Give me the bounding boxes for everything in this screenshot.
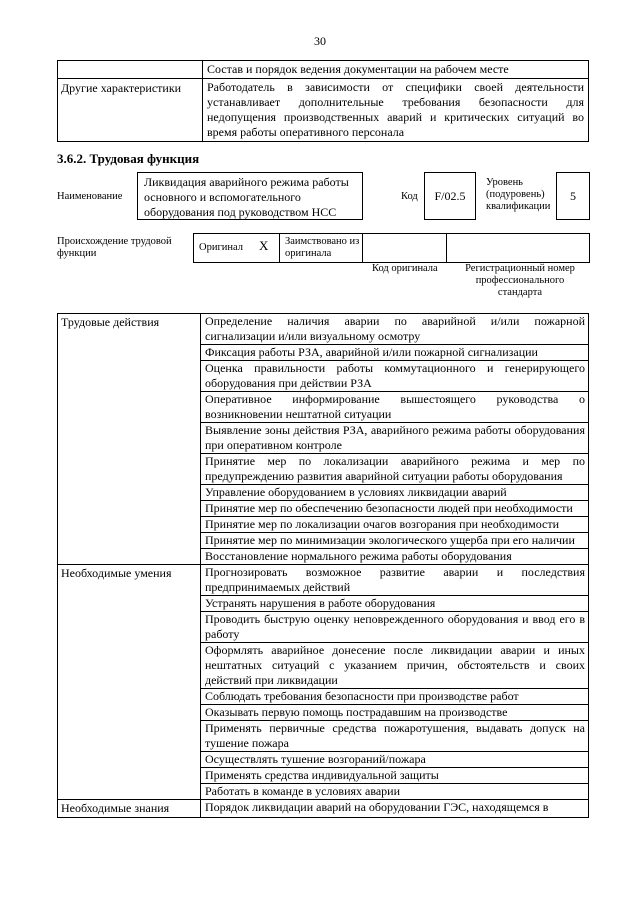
list-item: Проводить быструю оценку неповрежденного оборудования и ввод его в работу: [201, 612, 589, 643]
origin-divider: [446, 233, 447, 263]
level-label: Уровень (подуровень) квалификации: [486, 177, 551, 212]
main-table: [57, 313, 589, 818]
table-cell: Состав и порядок ведения документации на рабочем месте: [203, 61, 589, 79]
origin-box: [193, 233, 590, 263]
list-item: Оформлять аварийное донесение после ликвидации аварии и иных нештатных ситуаций с указанием причин, обстоятельств и своих действий при ликвидации: [201, 643, 589, 689]
code-value: F/02.5: [434, 189, 466, 203]
code-box: [424, 172, 476, 220]
list-item: Определение наличия аварии по аварийной и/или пожарной сигнализации и/или визуальному осмотру: [201, 314, 589, 345]
original-mark: X: [259, 238, 269, 253]
required-skills-section: [58, 565, 589, 800]
list-item: Выявление зоны действия РЗА, аварийного режима работы оборудования при оперативном контроле: [201, 423, 589, 454]
other-characteristics-label: Другие характеристики: [58, 79, 203, 142]
borrowed-label: Заимствовано из оригинала: [285, 236, 360, 259]
code-label: Код: [401, 191, 418, 202]
list-item: Прогнозировать возможное развитие аварии и последствия предпринимаемых действий: [201, 565, 589, 596]
list-item: Оценка правильности работы коммутационного и генерирующего оборудования при действии РЗА: [201, 361, 589, 392]
list-item: Оперативное информирование вышестоящего руководства о возникновении нештатной ситуации: [201, 392, 589, 423]
list-item: Порядок ликвидации аварий на оборудовании ГЭС, находящемся в: [201, 800, 589, 818]
list-item: Применять средства индивидуальной защиты: [201, 768, 589, 784]
list-item: Управление оборудованием в условиях ликвидации аварий: [201, 485, 589, 501]
function-name-box: [137, 172, 363, 220]
list-item: Оказывать первую помощь пострадавшим на производстве: [201, 705, 589, 721]
section-heading: 3.6.2. Трудовая функция: [57, 151, 200, 166]
other-characteristics-text: Работодатель в зависимости от специфики своей деятельности устанавливает дополнительные требования безопасности для недопущения производственных аварий и критических ситуаций во время работы оперативного персонала: [203, 79, 589, 142]
list-item: Фиксация работы РЗА, аварийной и/или пожарной сигнализации: [201, 345, 589, 361]
origin-divider: [362, 233, 363, 263]
empty-label-cell: [58, 61, 203, 79]
original-label: Оригинал: [199, 242, 243, 253]
labor-actions-label: Трудовые действия: [58, 314, 201, 565]
list-item: Принятие мер по обеспечению безопасности людей при необходимости: [201, 501, 589, 517]
table-row: [58, 79, 589, 142]
level-box: [556, 172, 590, 220]
top-table: [57, 60, 589, 142]
page-number: 30: [314, 34, 326, 48]
level-value: 5: [570, 189, 576, 203]
list-item: Применять первичные средства пожаротушения, выдавать допуск на тушение пожара: [201, 721, 589, 752]
list-item: Принятие мер по минимизации экологического ущерба при его наличии: [201, 533, 589, 549]
list-item: Осуществлять тушение возгораний/пожара: [201, 752, 589, 768]
list-item: Работать в команде в условиях аварии: [201, 784, 589, 800]
registration-number-caption: Регистрационный номер профессионального стандарта: [465, 263, 575, 298]
required-knowledge-section: [58, 800, 589, 818]
required-knowledge-label: Необходимые знания: [58, 800, 201, 818]
required-skills-label: Необходимые умения: [58, 565, 201, 800]
list-item: Принятие мер по локализации аварийного режима и мер по предупреждению развития аварийной ситуации работы оборудования: [201, 454, 589, 485]
table-row: [58, 800, 589, 818]
function-name: Ликвидация аварийного режима работы основного и вспомогательного оборудования под руководством НСС: [144, 175, 349, 219]
table-row: [58, 314, 589, 345]
original-code-caption: Код оригинала: [372, 263, 438, 274]
list-item: Восстановление нормального режима работы оборудования: [201, 549, 589, 565]
list-item: Устранять нарушения в работе оборудования: [201, 596, 589, 612]
origin-divider: [279, 233, 280, 263]
origin-label: Происхождение трудовой функции: [57, 236, 172, 259]
table-row: [58, 61, 589, 79]
labor-actions-section: [58, 314, 589, 565]
table-row: [58, 565, 589, 596]
list-item: Соблюдать требования безопасности при производстве работ: [201, 689, 589, 705]
list-item: Принятие мер по локализации очагов возгорания при необходимости: [201, 517, 589, 533]
name-label: Наименование: [57, 191, 123, 202]
